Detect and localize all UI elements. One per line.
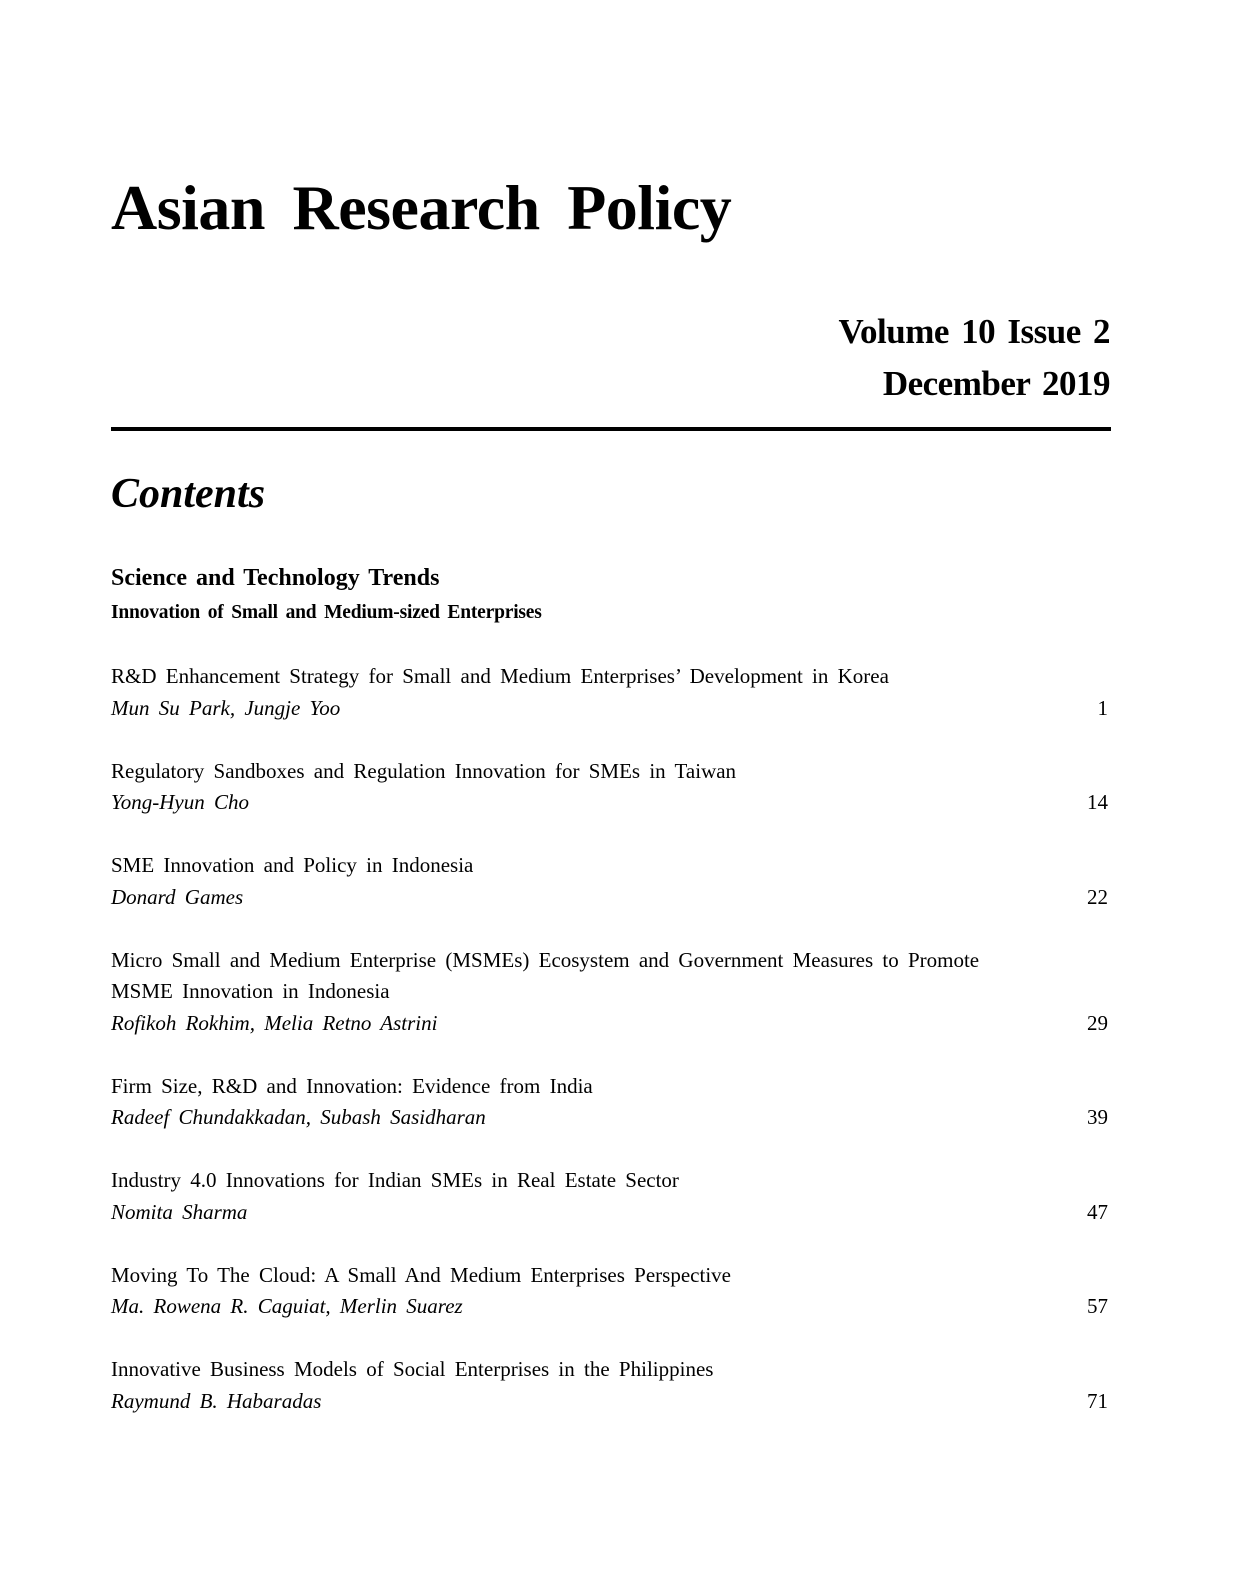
section-title: Science and Technology Trends (111, 565, 440, 591)
section-subtitle: Innovation of Small and Medium-sized Enterprises (111, 602, 542, 623)
article-title: Moving To The Cloud: A Small And Medium Enterprises Perspective (111, 1262, 731, 1287)
toc-list (111, 661, 1111, 1449)
toc-entry (111, 945, 1111, 1040)
toc-entry (111, 1260, 1111, 1323)
page-number: 39 (1087, 1105, 1108, 1129)
volume-issue: Volume 10 Issue 2 (838, 312, 1110, 351)
toc-entry (111, 756, 1111, 819)
article-title: SME Innovation and Policy in Indonesia (111, 853, 474, 877)
toc-entry (111, 661, 1111, 724)
article-authors: Nomita Sharma (111, 1199, 248, 1224)
article-authors: Yong-Hyun Cho (111, 790, 249, 814)
page-number: 47 (1087, 1199, 1108, 1224)
article-authors: Radeef Chundakkadan, Subash Sasidharan (111, 1105, 486, 1129)
page-number: 57 (1087, 1294, 1108, 1318)
article-title: Innovative Business Models of Social Enterprises in the Philippines (111, 1357, 714, 1381)
toc-entry (111, 1071, 1111, 1134)
issue-info (838, 306, 1110, 410)
toc-entry (111, 850, 1111, 913)
contents-heading: Contents (111, 471, 266, 517)
article-title: Regulatory Sandboxes and Regulation Innovation for SMEs in Taiwan (111, 758, 737, 783)
issue-date: December 2019 (882, 364, 1110, 403)
article-authors: Rofikoh Rokhim, Melia Retno Astrini (111, 1010, 438, 1035)
article-title: Industry 4.0 Innovations for Indian SMEs in Real Estate Sector (111, 1168, 679, 1192)
article-title: Micro Small and Medium Enterprise (MSMEs) Ecosystem and Government Measures to Promote MSME Innovation in Indonesia (111, 947, 980, 1003)
page-number: 71 (1087, 1388, 1108, 1413)
page-number: 1 (1097, 695, 1108, 720)
journal-title: Asian Research Policy (111, 172, 732, 243)
header-divider (111, 427, 1111, 431)
article-authors: Mun Su Park, Jungje Yoo (111, 695, 341, 720)
article-authors: Ma. Rowena R. Caguiat, Merlin Suarez (111, 1294, 463, 1318)
article-title: Firm Size, R&D and Innovation: Evidence from India (111, 1073, 593, 1098)
toc-entry (111, 1165, 1111, 1228)
page-number: 22 (1087, 884, 1108, 909)
article-authors: Raymund B. Habaradas (111, 1388, 322, 1413)
article-authors: Donard Games (111, 884, 244, 909)
page-number: 14 (1087, 790, 1108, 814)
page-number: 29 (1087, 1010, 1108, 1035)
toc-entry (111, 1354, 1111, 1417)
article-title: R&D Enhancement Strategy for Small and Medium Enterprises’ Development in Korea (111, 664, 889, 688)
